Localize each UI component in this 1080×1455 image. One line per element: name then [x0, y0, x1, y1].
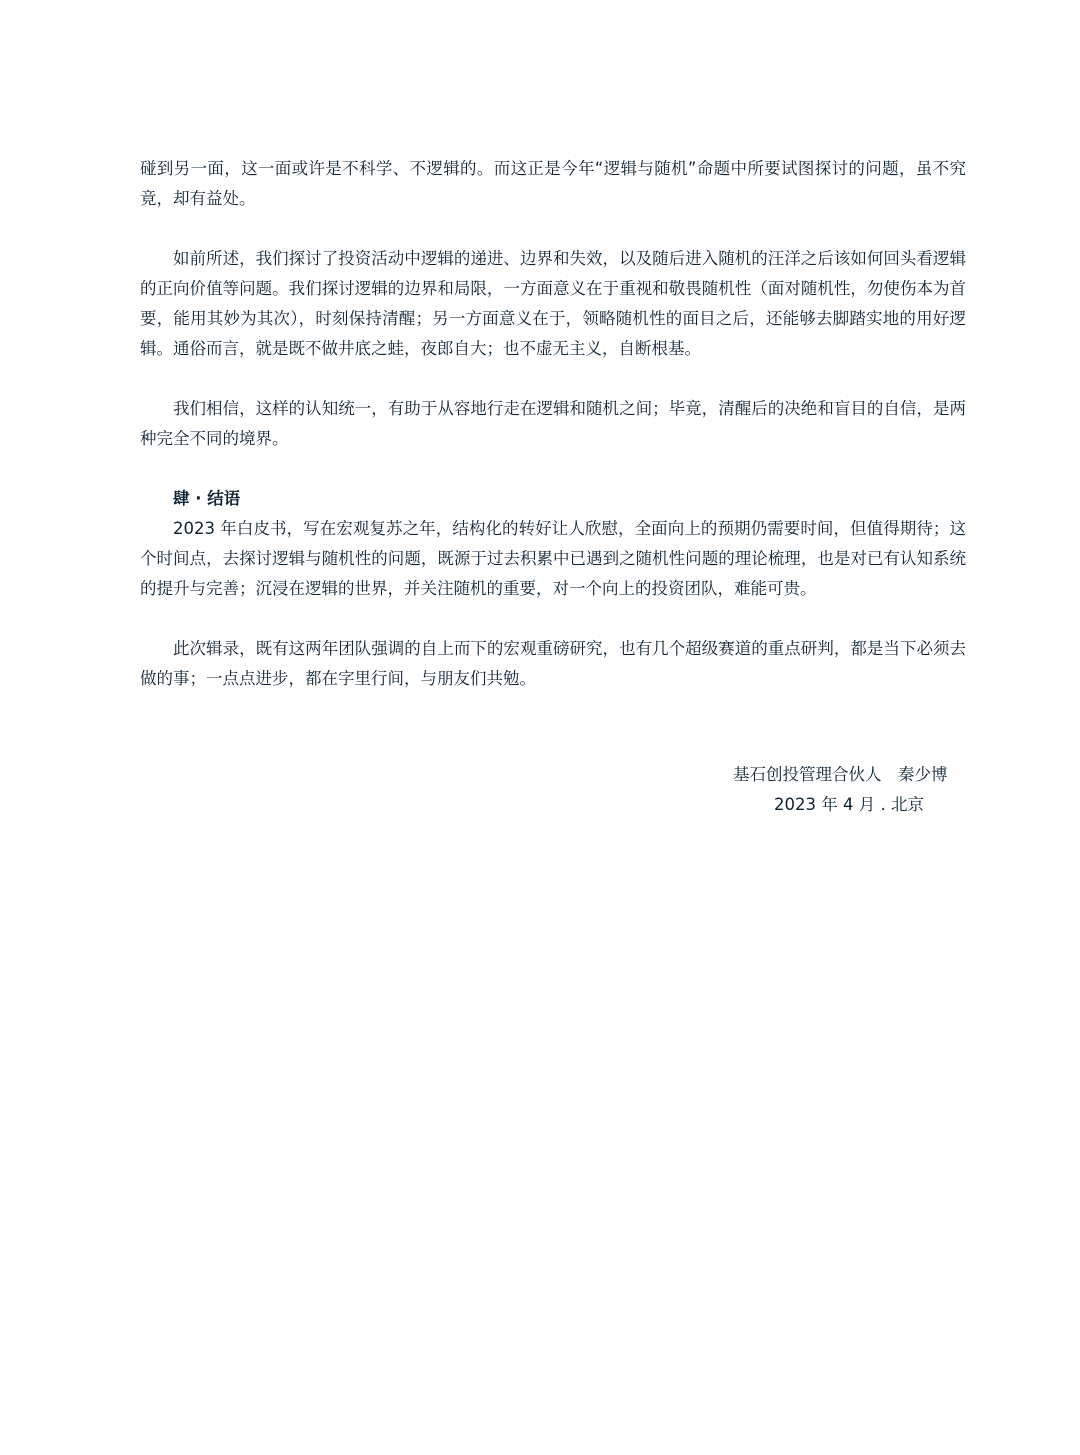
- paragraph-2: 如前所述，我们探讨了投资活动中逻辑的递进、边界和失效，以及随后进入随机的汪洋之后该如何回头看逻辑的正向价值等问题。我们探讨逻辑的边界和局限，一方面意义在于重视和敬畏随机性（面对随机性，勿使伤本为首要，能用其妙为其次），时刻保持清醒；另一方面意义在于，领略随机性的面目之后，还能够去脚踏实地的用好逻辑。通俗而言，就是既不做井底之蛙，夜郎自大；也不虚无主义，自断根基。: [140, 249, 966, 358]
- paragraph-5: 此次辑录，既有这两年团队强调的自上而下的宏观重磅研究，也有几个超级赛道的重点研判，都是当下必须去做的事；一点点进步，都在字里行间，与朋友们共勉。: [140, 639, 966, 688]
- paragraph-3: 我们相信，这样的认知统一，有助于从容地行走在逻辑和随机之间；毕竟，清醒后的决绝和盲目的自信，是两种完全不同的境界。: [140, 399, 966, 448]
- signature-name: 基石创投管理合伙人 秦少博: [733, 765, 948, 784]
- paragraph-1: 碰到另一面，这一面或许是不科学、不逻辑的。而这正是今年“逻辑与随机”命题中所要试图探讨的问题，虽不究竟，却有益处。: [140, 159, 966, 208]
- paragraph-gap: [140, 364, 966, 394]
- document-body: [140, 154, 966, 694]
- signature-date: 2023 年 4 月 . 北京: [774, 795, 924, 814]
- section-heading: 肆 · 结语: [173, 489, 241, 508]
- paragraph-gap: [140, 214, 966, 244]
- paragraph-gap: [140, 454, 966, 484]
- paragraph-4: 2023 年白皮书，写在宏观复苏之年，结构化的转好让人欣慰，全面向上的预期仍需要时间，但值得期待；这个时间点，去探讨逻辑与随机性的问题，既源于过去积累中已遇到之随机性问题的理论梳理，也是对已有认知系统的提升与完善；沉浸在逻辑的世界，并关注随机的重要，对一个向上的投资团队，难能可贵。: [140, 519, 966, 598]
- paragraph-gap: [140, 604, 966, 634]
- signature-block: [700, 760, 1000, 820]
